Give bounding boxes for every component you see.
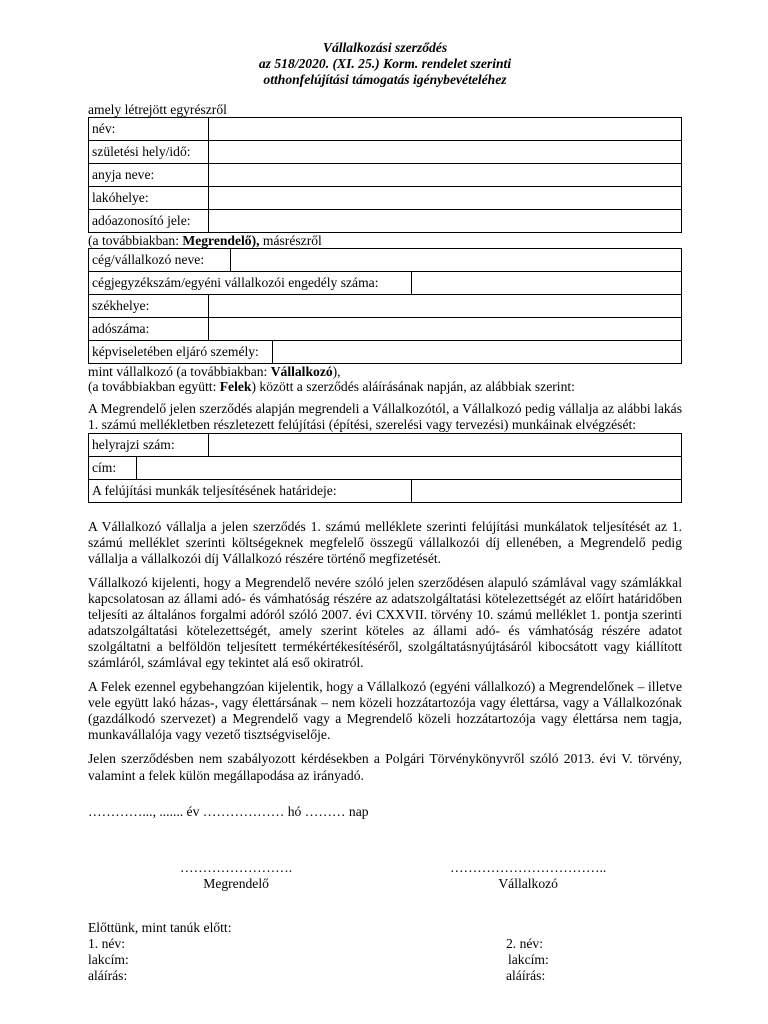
party2-rep-field[interactable] (273, 341, 682, 364)
party1-birth-label: születési hely/idő: (89, 141, 209, 164)
signature-label-right: Vállalkozó (498, 875, 558, 891)
party2-table-hq (88, 294, 682, 341)
party2-company-label: cég/vállalkozó neve: (89, 249, 231, 272)
party1-residence-field[interactable] (209, 187, 682, 210)
title-line-3: otthonfelújítási támogatás igénybevételéhez (263, 72, 507, 87)
table-row (89, 434, 682, 457)
signature-label-left: Megrendelő (203, 875, 269, 891)
property-table-address (88, 456, 682, 480)
table-row (89, 341, 682, 364)
property-address-field[interactable] (137, 457, 682, 480)
table-row (89, 295, 682, 318)
party1-taxid-field[interactable] (209, 210, 682, 233)
party2-hq-field[interactable] (209, 295, 682, 318)
party1-after: (a továbbiakban: Megrendelő), másrészről (88, 233, 322, 248)
table-row (89, 272, 682, 295)
table-row (89, 480, 682, 503)
title-line-1: Vállalkozási szerződés (322, 40, 448, 55)
paragraph-4: Jelen szerződésben nem szabályozott kérdésekben a Polgári Törvénykönyvről szóló 2013. évi V. törvény, valamint a felek külön megállapodása az irányadó. (88, 751, 682, 783)
witness-block (88, 936, 682, 1000)
party2-table-rep (88, 340, 682, 364)
date-line: …………..., ....... év ……………… hó ……… nap (88, 803, 369, 819)
table-row (89, 118, 682, 141)
paragraph-1: A Vállalkozó vállalja a jelen szerződés 1. számú melléklete szerinti felújítási munkálatok teljesítését az 1. számú melléklet szerinti költségeknek megfelelő összegű vállalkozói díj ellenében, a Megrendelő pedig vállalja a vállalkozói díj Vállalkozó részére történő megfizetését. (88, 519, 682, 567)
table-row (89, 164, 682, 187)
property-lot-label: helyrajzi szám: (89, 434, 209, 457)
party2-taxno-field[interactable] (209, 318, 682, 341)
megrendelo-term: Megrendelő), (182, 233, 260, 248)
property-deadline-label: A felújítási munkák teljesítésének határideje: (89, 480, 412, 503)
table-row (89, 249, 682, 272)
party2-taxno-label: adószáma: (89, 318, 209, 341)
party2-company-field[interactable] (231, 249, 682, 272)
paragraph-2: Vállalkozó kijelenti, hogy a Megrendelő nevére szóló jelen szerződésen alapuló számlával vagy számlákkal kapcsolatosan az állami adó- és vámhatóság részére az adatszolgáltatási kötelezettségét az előírt határidőben teljesíti az általános forgalmi adóról szóló 2007. évi CXXVII. törvény 10. számú melléklet 1. pontja szerinti adatszolgáltatási kötelezettségét, amely szerint köteles az állami adó- és vámhatóság részére adatot szolgáltatni a belföldön teljesített termékértékesítéséről, szolgáltatásnyújtásáról kibocsátott vagy kiállított számláról, számlával egy tekintet alá eső okiratról. (88, 575, 682, 671)
party2-rep-label: képviseletében eljáró személy: (89, 341, 273, 364)
signature-line-left: ……………………. (180, 859, 293, 875)
property-deadline-field[interactable] (412, 480, 682, 503)
title-line-2: az 518/2020. (XI. 25.) Korm. rendelet szerinti (258, 56, 512, 71)
party1-mother-label: anyja neve: (89, 164, 209, 187)
felek-term: Felek (219, 379, 252, 394)
intro-paragraph: A Megrendelő jelen szerződés alapján megrendeli a Vállalkozótól, a Vállalkozó pedig vállalja az alábbi lakás 1. számú mellékletben részletezett felújítási (építési, szerelési vagy tervezési) munkáinak elvégzését: (88, 401, 682, 433)
signature-megrendelo (180, 860, 292, 892)
property-lot-field[interactable] (209, 434, 682, 457)
signature-block (88, 860, 682, 900)
document-title (88, 40, 682, 88)
party1-name-label: név: (89, 118, 209, 141)
witness-1 (88, 936, 129, 984)
party1-taxid-label: adóazonosító jele: (89, 210, 209, 233)
table-row (89, 141, 682, 164)
witness-1-signature: aláírás: (88, 967, 128, 983)
table-row (89, 187, 682, 210)
party2-table-reg (88, 271, 682, 295)
witness-2-signature: aláírás: (506, 967, 546, 983)
witness-intro: Előttünk, mint tanúk előtt: (88, 919, 232, 935)
vallalkozo-term: Vállalkozó (270, 364, 333, 379)
party1-intro: amely létrejött egyrészről (88, 102, 227, 117)
signature-vallalkozo (450, 860, 606, 892)
party2-reg-field[interactable] (412, 272, 682, 295)
witness-2-name: 2. név: (506, 935, 543, 951)
table-row (89, 318, 682, 341)
paragraph-3: A Felek ezennel egybehangzóan kijelentik, hogy a Vállalkozó (egyéni vállalkozó) a Megrendelőnek – illetve vele együtt lakó házas-, vagy élettársának – nem közeli hozzátartozója vagy élettársa, vagy a Vállalkozónak (gazdálkodó szervezet) a Megrendelő vagy a Megrendelő közeli hozzátartozója vagy élettársa nem tagja, munkavállalója vagy vezető tisztségviselője. (88, 679, 682, 743)
witness-2-address: lakcím: (508, 951, 549, 967)
party1-name-field[interactable] (209, 118, 682, 141)
party1-residence-label: lakóhelye: (89, 187, 209, 210)
party2-reg-label: cégjegyzékszám/egyéni vállalkozói engedély száma: (89, 272, 412, 295)
property-table-hrsz (88, 433, 682, 457)
party2-after-2: (a továbbiakban együtt: Felek) között a szerződés aláírásának napján, az alábbiak szerint: (88, 379, 575, 394)
party1-table (88, 117, 682, 233)
party2-table (88, 248, 682, 272)
party2-after-1: mint vállalkozó (a továbbiakban: Vállalkozó), (88, 364, 341, 379)
party1-birth-field[interactable] (209, 141, 682, 164)
table-row (89, 210, 682, 233)
party2-hq-label: székhelye: (89, 295, 209, 318)
signature-line-right: …………………………….. (450, 859, 607, 875)
witness-1-address: lakcím: (88, 951, 129, 967)
contract-page (88, 40, 682, 1000)
party1-mother-field[interactable] (209, 164, 682, 187)
witness-1-name: 1. név: (88, 935, 125, 951)
witness-2 (506, 936, 549, 984)
table-row (89, 457, 682, 480)
property-address-label: cím: (89, 457, 137, 480)
property-table-deadline (88, 479, 682, 503)
